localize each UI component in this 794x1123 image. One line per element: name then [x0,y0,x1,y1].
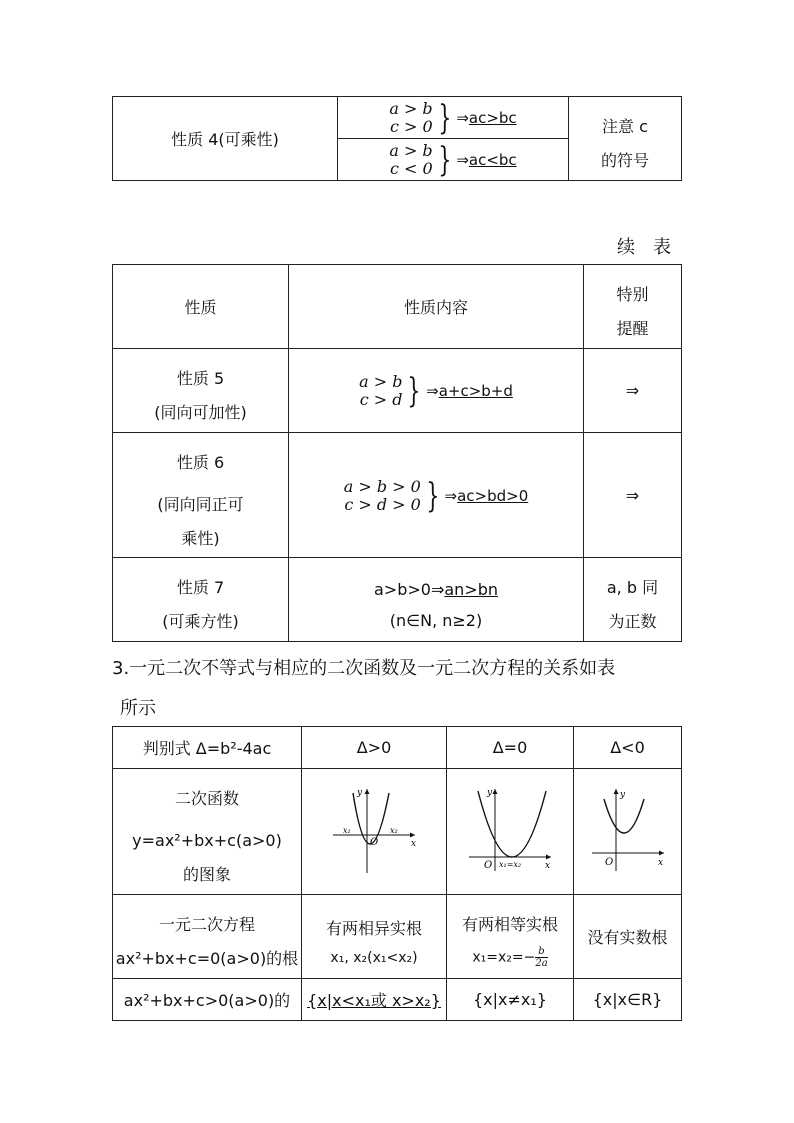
property-5-content: a > b c > d } ⇒ a+c>b+d [289,349,584,433]
section-title-line2: 所示 [120,698,156,719]
properties-table [112,264,682,642]
parabola-one-root-graph [465,785,555,875]
header-content: 性质内容 [289,265,584,349]
property-4-case-positive: a > b c > 0 } ⇒ ac>bc [338,97,569,139]
property-7-note: a, b 同 为正数 [584,558,682,642]
roots-none: 没有实数根 [574,895,682,979]
svg-text:x₁=x₂: x₁=x₂ [499,859,522,869]
function-graph-label: 二次函数 y=ax²+bx+c(a>0) 的图象 [113,769,302,895]
solution-two-roots: {x|x<x₁或 x>x₂} [302,979,447,1021]
property-6-content: a > b > 0 c > d > 0 } ⇒ ac>bd>0 [289,433,584,558]
svg-text:y: y [619,789,625,800]
property-7-content: a>b>0⇒an>bn (n∈N, n≥2) [289,558,584,642]
svg-text:O: O [484,859,493,871]
graph-no-root [574,769,682,895]
graph-one-root [447,769,574,895]
svg-text:O: O [370,836,379,848]
property-4-label: 性质 4(可乘性) [113,97,338,181]
property-6-note: ⇒ [584,433,682,558]
svg-text:y: y [487,787,493,798]
property-4-case-negative: a > b c < 0 } ⇒ ac<bc [338,139,569,181]
property-4-table [112,96,682,181]
graph-two-roots [302,769,447,895]
property-5-note: ⇒ [584,349,682,433]
solution-no-root: {x|x∈R} [574,979,682,1021]
header-note: 特别 提醒 [584,265,682,349]
property-5-name: 性质 5 (同向可加性) [113,349,289,433]
svg-text:x: x [411,838,417,849]
svg-text:x₂: x₂ [390,825,398,835]
inequality-label: ax²+bx+c>0(a>0)的 [113,979,302,1021]
header-discriminant: 判别式 Δ=b²-4ac [113,727,302,769]
property-4-note: 注意 c 的符号 [569,97,682,181]
continued-label: 续 表 [617,237,671,258]
roots-equal: 有两相等实根 x₁=x₂=− $\frac{b}{2a}$ [447,895,574,979]
svg-text:y: y [357,787,363,798]
svg-text:x: x [657,857,663,868]
roots-distinct: 有两相异实根 x₁, x₂(x₁<x₂) [302,895,447,979]
property-6-name: 性质 6 (同向同正可 乘性) [113,433,289,558]
parabola-no-root-graph [588,785,668,875]
quadratic-relation-table [112,726,682,1021]
header-delta-zero: Δ=0 [447,727,574,769]
svg-text:x: x [545,860,551,871]
solution-one-root: {x|x≠x₁} [447,979,574,1021]
header-delta-negative: Δ<0 [574,727,682,769]
header-delta-positive: Δ>0 [302,727,447,769]
parabola-two-roots-graph [329,785,419,875]
svg-text:x₁: x₁ [343,825,351,835]
svg-text:O: O [604,856,613,868]
section-title-line1: 3.一元二次不等式与相应的二次函数及一元二次方程的关系如表 [112,658,616,679]
header-property: 性质 [113,265,289,349]
property-7-name: 性质 7 (可乘方性) [113,558,289,642]
equation-roots-label: 一元二次方程 ax²+bx+c=0(a>0)的根 [113,895,302,979]
